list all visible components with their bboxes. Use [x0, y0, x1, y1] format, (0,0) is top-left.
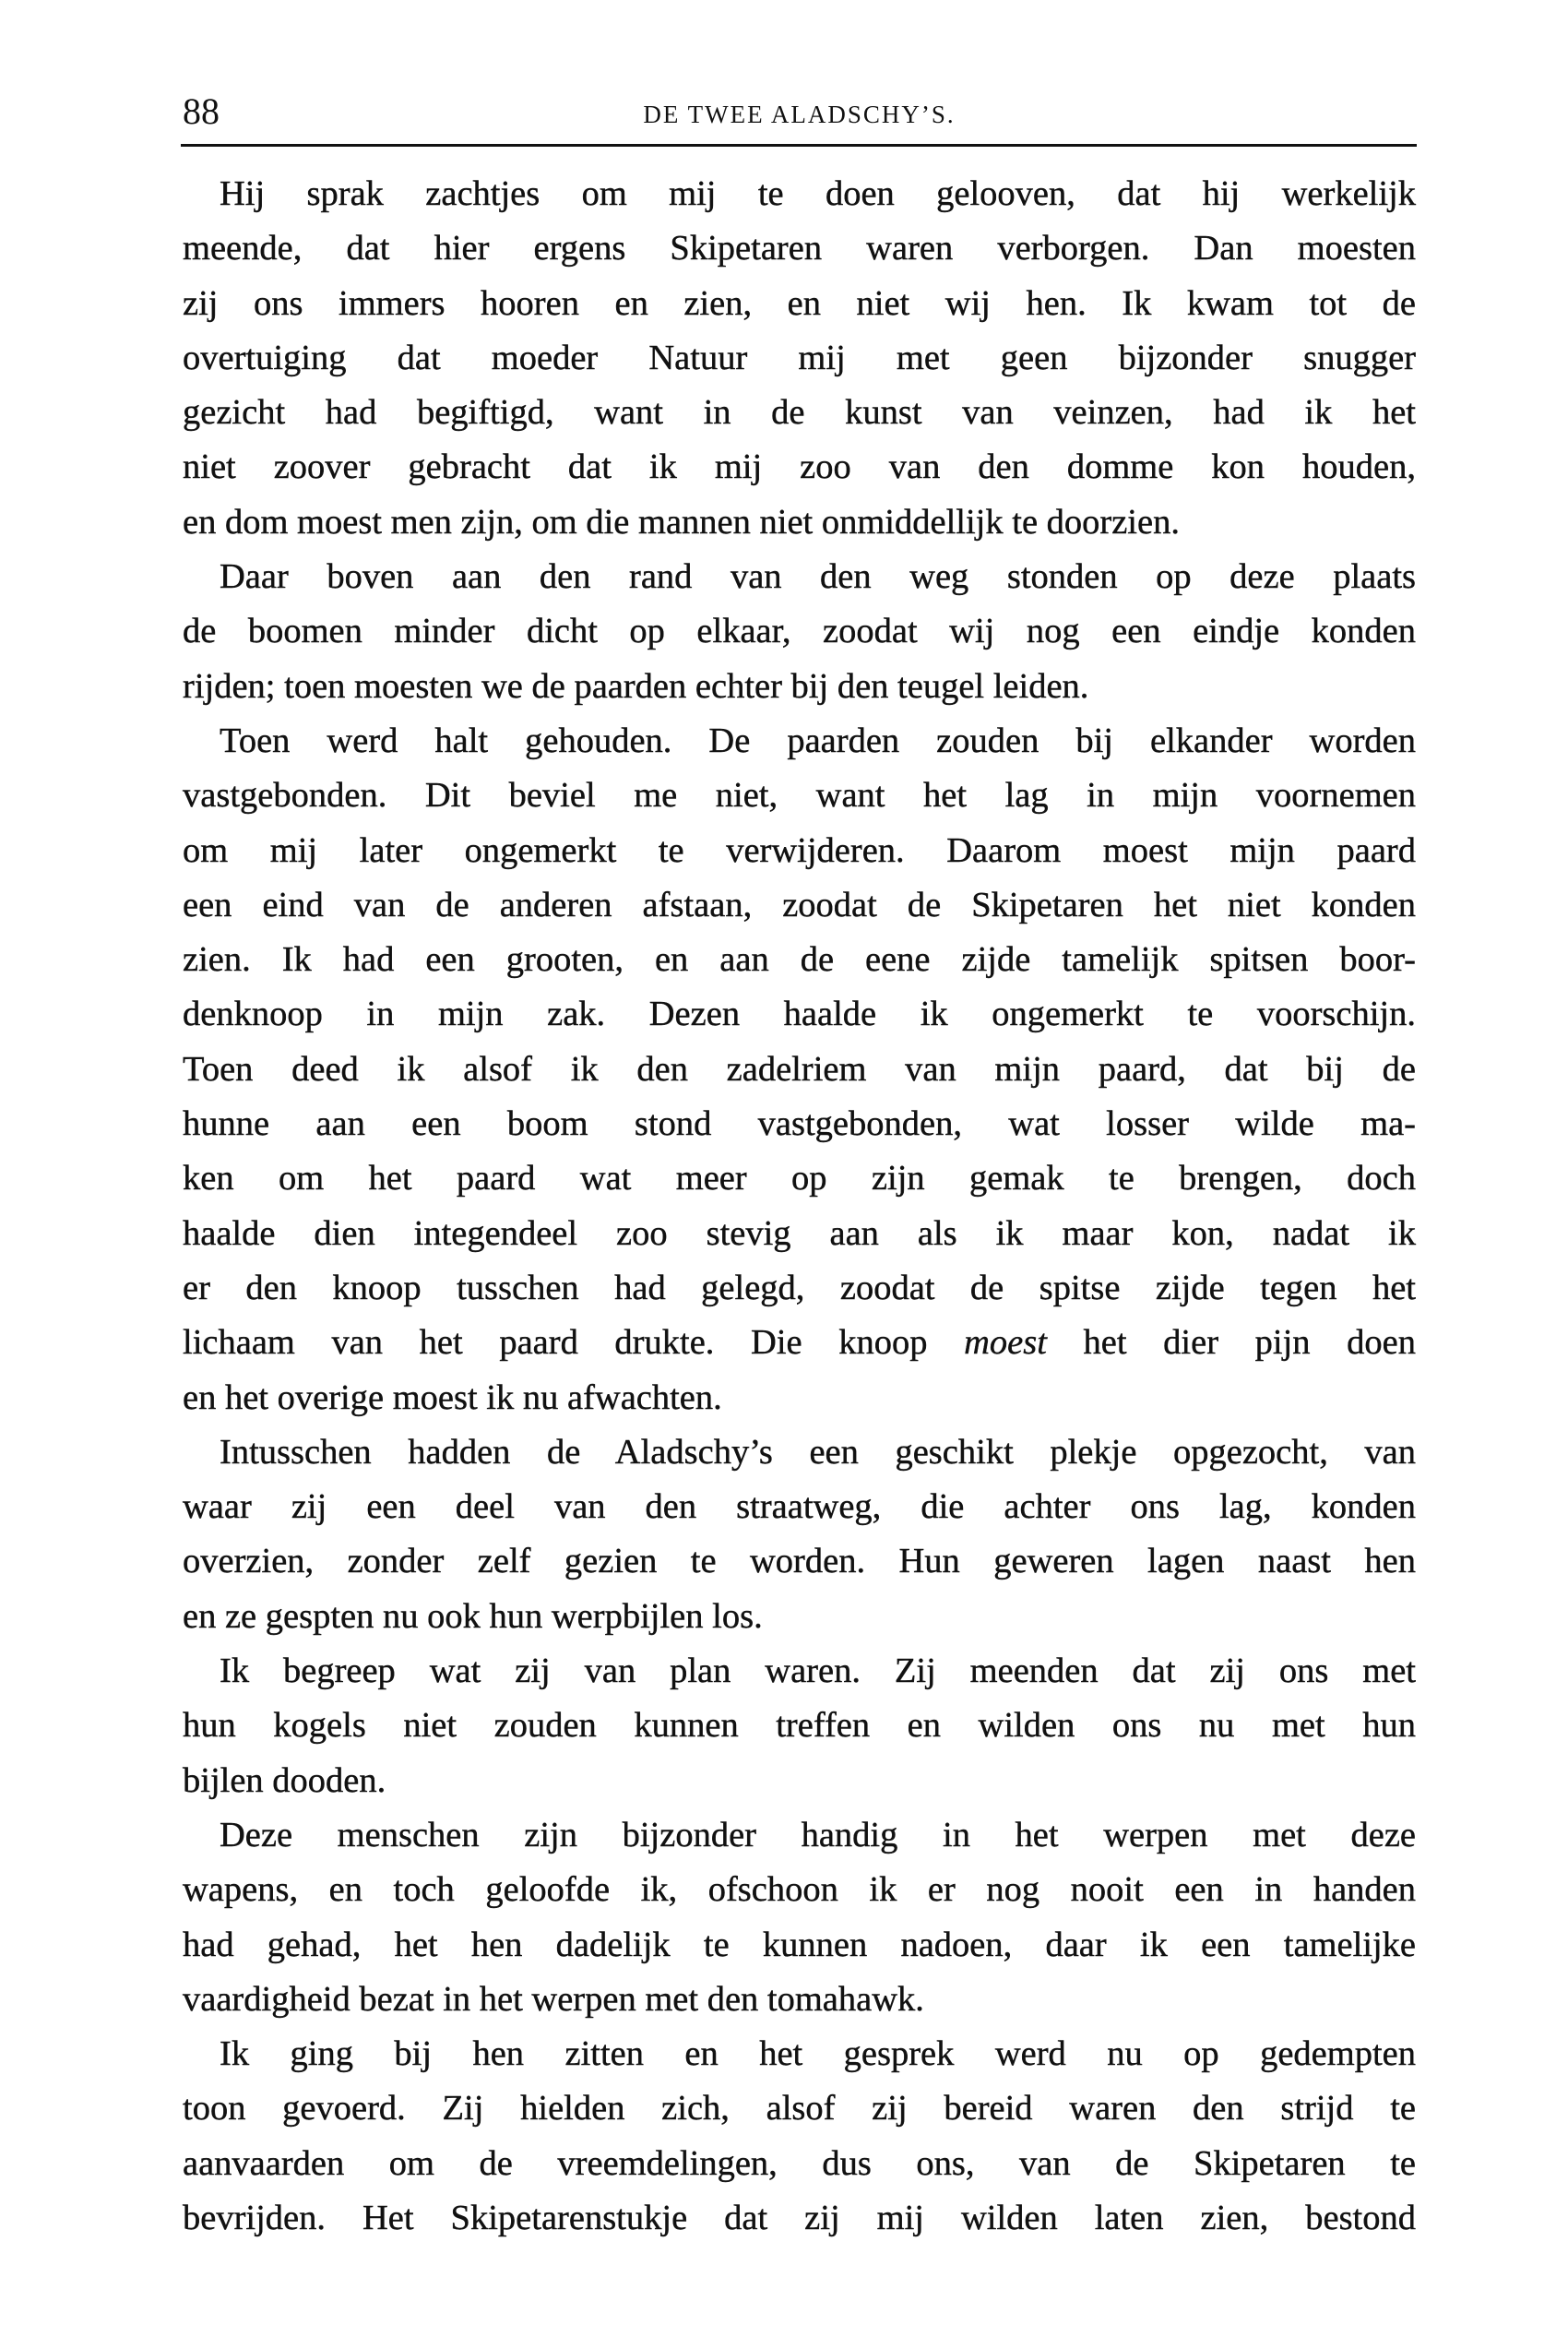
text-line: [183, 1425, 1416, 1480]
text-segment: hun kogels niet zouden kunnen treffen en wilden ons nu met hun: [183, 1706, 1416, 1746]
page-number: 88: [183, 90, 220, 132]
text-segment: Intusschen hadden de Aladschy’s een geschikt plekje opgezocht, van: [220, 1432, 1416, 1472]
text-line: [183, 769, 1416, 823]
text-segment: Toen werd halt gehouden. De paarden zouden bij elkander worden: [220, 721, 1416, 760]
text-line: [183, 878, 1416, 933]
text-segment: ken om het paard wat meer op zijn gemak te brengen, doch: [183, 1159, 1416, 1198]
text-line: [183, 167, 1416, 221]
text-line: [183, 1644, 1416, 1699]
text-line: [183, 1043, 1416, 1097]
text-line: [183, 1590, 1416, 1644]
text-segment: gezicht had begiftigd, want in de kunst van veinzen, had ik het: [183, 393, 1416, 433]
text-line: [183, 604, 1416, 659]
text-line: [183, 1316, 1416, 1370]
text-line: [183, 1207, 1416, 1261]
text-segment: bevrijden. Het Skipetarenstukje dat zij mij wilden laten zien, bestond: [183, 2198, 1416, 2237]
italic-text: moest: [964, 1323, 1047, 1363]
text-segment: en dom moest men zijn, om die mannen niet onmiddellijk te doorzien.: [183, 502, 1180, 542]
text-segment: bijlen dooden.: [183, 1760, 386, 1800]
text-segment: een eind van de anderen afstaan, zoodat de Skipetaren het niet konden: [183, 885, 1416, 924]
text-line: [183, 440, 1416, 495]
text-line: [183, 660, 1416, 714]
text-segment: hunne aan een boom stond vastgebonden, wat losser wilde ma-: [183, 1104, 1416, 1144]
text-segment: Deze menschen zijn bijzonder handig in het werpen met deze: [220, 1815, 1416, 1854]
text-line: [183, 987, 1416, 1042]
text-segment: meende, dat hier ergens Skipetaren waren verborgen. Dan moesten: [183, 229, 1416, 268]
text-line: [183, 1534, 1416, 1589]
text-line: [183, 277, 1416, 331]
text-segment: vastgebonden. Dit beviel me niet, want het lag in mijn voornemen: [183, 776, 1416, 816]
text-segment: het dier pijn doen: [1046, 1323, 1416, 1363]
text-line: [183, 550, 1416, 604]
text-segment: toon gevoerd. Zij hielden zich, alsof zij bereid waren den strijd te: [183, 2089, 1416, 2128]
text-segment: Ik begreep wat zij van plan waren. Zij meenden dat zij ons met: [220, 1651, 1416, 1691]
text-line: [183, 933, 1416, 987]
text-segment: overtuiging dat moeder Natuur mij met geen bijzonder snugger: [183, 338, 1416, 377]
text-segment: wapens, en toch geloofde ik, ofschoon ik er nog nooit een in handen: [183, 1870, 1416, 1910]
text-line: [183, 1808, 1416, 1863]
text-line: [183, 1097, 1416, 1151]
text-segment: denknoop in mijn zak. Dezen haalde ik ongemerkt te voorschijn.: [183, 995, 1416, 1034]
text-line: [183, 2027, 1416, 2081]
text-segment: de boomen minder dicht op elkaar, zoodat wij nog een eindje konden: [183, 612, 1416, 651]
text-segment: zien. Ik had een grooten, en aan de eene zijde tamelijk spitsen boor-: [183, 940, 1416, 980]
text-segment: waar zij een deel van den straatweg, die achter ons lag, konden: [183, 1487, 1416, 1527]
text-segment: om mij later ongemerkt te verwijderen. Daarom moest mijn paard: [183, 830, 1416, 870]
text-line: [183, 221, 1416, 276]
text-line: [183, 331, 1416, 386]
running-title: DE TWEE ALADSCHY’S.: [643, 101, 956, 128]
text-line: [183, 2137, 1416, 2191]
text-segment: aanvaarden om de vreemdelingen, dus ons, van de Skipetaren te: [183, 2143, 1416, 2183]
body-text: [183, 167, 1416, 2246]
text-segment: niet zoover gebracht dat ik mij zoo van den domme kon houden,: [183, 447, 1416, 487]
text-segment: en ze gespten nu ook hun werpbijlen los.: [183, 1596, 763, 1636]
text-line: [183, 714, 1416, 769]
text-line: [183, 824, 1416, 878]
text-line: [183, 1371, 1416, 1425]
text-segment: overzien, zonder zelf gezien te worden. Hun geweren lagen naast hen: [183, 1542, 1416, 1581]
text-line: [183, 2191, 1416, 2246]
text-line: [183, 1480, 1416, 1534]
text-line: [183, 1754, 1416, 1808]
text-line: [183, 1261, 1416, 1316]
text-segment: had gehad, het hen dadelijk te kunnen nadoen, daar ik een tamelijke: [183, 1925, 1416, 1964]
text-line: [183, 1151, 1416, 1206]
text-line: [183, 1973, 1416, 2027]
text-segment: Ik ging bij hen zitten en het gesprek werd nu op gedempten: [220, 2034, 1416, 2074]
header-rule: [181, 144, 1417, 147]
text-line: [183, 1863, 1416, 1917]
text-segment: en het overige moest ik nu afwachten.: [183, 1377, 722, 1417]
text-line: [183, 386, 1416, 440]
text-segment: haalde dien integendeel zoo stevig aan als ik maar kon, nadat ik: [183, 1213, 1416, 1253]
text-line: [183, 495, 1416, 550]
text-segment: Hij sprak zachtjes om mij te doen gelooven, dat hij werkelijk: [220, 174, 1416, 213]
text-line: [183, 2081, 1416, 2136]
text-segment: Daar boven aan den rand van den weg stonden op deze plaats: [220, 557, 1416, 597]
text-segment: lichaam van het paard drukte. Die knoop: [183, 1323, 965, 1363]
text-segment: er den knoop tusschen had gelegd, zoodat de spitse zijde tegen het: [183, 1268, 1416, 1307]
text-line: [183, 1918, 1416, 1973]
text-segment: Toen deed ik alsof ik den zadelriem van mijn paard, dat bij de: [183, 1049, 1416, 1089]
text-line: [183, 1699, 1416, 1753]
text-segment: vaardigheid bezat in het werpen met den tomahawk.: [183, 1979, 924, 2019]
text-segment: zij ons immers hooren en zien, en niet wij hen. Ik kwam tot de: [183, 283, 1416, 323]
text-segment: rijden; toen moesten we de paarden echter bij den teugel leiden.: [183, 666, 1089, 706]
